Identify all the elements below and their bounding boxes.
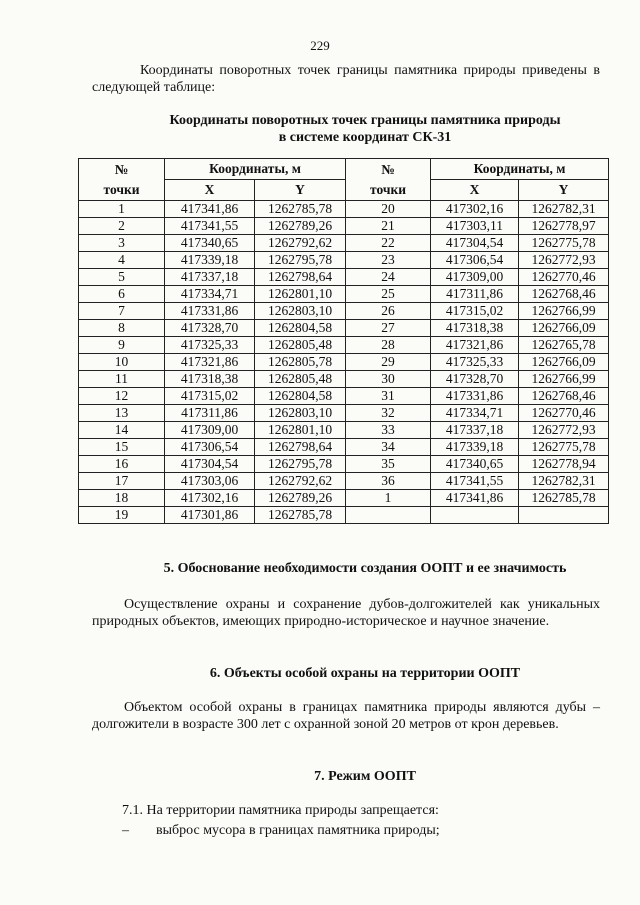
point-number-cell: 1 <box>79 201 165 218</box>
header-y-2: Y <box>519 180 609 201</box>
header-x-2: X <box>431 180 519 201</box>
point-number-2-cell: 27 <box>346 320 431 337</box>
header-num-label: точки <box>103 181 140 197</box>
x-value-cell: 417303,06 <box>165 473 255 490</box>
table-row <box>79 252 609 269</box>
point-number-2-cell: 34 <box>346 439 431 456</box>
table-title: Координаты поворотных точек границы памятника природы <box>169 113 561 128</box>
y-value-cell: 1262801,10 <box>255 286 346 303</box>
table-row <box>79 303 609 320</box>
x-value-cell: 417340,65 <box>165 235 255 252</box>
header-coordinates: Координаты, м <box>165 159 346 180</box>
table-row <box>79 439 609 456</box>
y-value-cell: 1262805,78 <box>255 354 346 371</box>
page-number: 229 <box>310 38 330 53</box>
point-number-2-cell: 30 <box>346 371 431 388</box>
x-value-2-cell: 417325,33 <box>431 354 519 371</box>
header-x: X <box>165 180 255 201</box>
x-value-2-cell: 417341,86 <box>431 490 519 507</box>
section-5-title: 5. Обоснование необходимости создания ООПТ и ее значимость <box>163 561 567 576</box>
point-number-2-cell: 20 <box>346 201 431 218</box>
table-row <box>79 320 609 337</box>
y-value-2-cell: 1262775,78 <box>519 439 609 456</box>
section-7-title: 7. Режим ООПТ <box>314 769 416 784</box>
y-value-cell: 1262785,78 <box>255 201 346 218</box>
x-value-2-cell: 417339,18 <box>431 439 519 456</box>
point-number-2-cell: 1 <box>346 490 431 507</box>
point-number-2-cell: 33 <box>346 422 431 439</box>
x-value-cell: 417315,02 <box>165 388 255 405</box>
point-number-cell: 13 <box>79 405 165 422</box>
y-value-2-cell: 1262766,09 <box>519 320 609 337</box>
point-number-cell: 14 <box>79 422 165 439</box>
point-number-2-cell: 31 <box>346 388 431 405</box>
x-value-cell: 417311,86 <box>165 405 255 422</box>
table-row <box>79 490 609 507</box>
point-number-cell: 15 <box>79 439 165 456</box>
y-value-cell: 1262795,78 <box>255 456 346 473</box>
y-value-cell: 1262792,62 <box>255 473 346 490</box>
table-subtitle: в системе координат СК-31 <box>278 130 452 145</box>
table-row <box>79 337 609 354</box>
point-number-cell: 17 <box>79 473 165 490</box>
x-value-cell: 417337,18 <box>165 269 255 286</box>
x-value-2-cell: 417315,02 <box>431 303 519 320</box>
point-number-cell: 9 <box>79 337 165 354</box>
y-value-2-cell: 1262782,31 <box>519 201 609 218</box>
point-number-cell: 18 <box>79 490 165 507</box>
y-value-2-cell: 1262768,46 <box>519 388 609 405</box>
x-value-2-cell: 417341,55 <box>431 473 519 490</box>
y-value-cell: 1262785,78 <box>255 507 346 524</box>
y-value-2-cell: 1262778,97 <box>519 218 609 235</box>
y-value-cell: 1262789,26 <box>255 218 346 235</box>
x-value-2-cell: 417337,18 <box>431 422 519 439</box>
x-value-cell: 417309,00 <box>165 422 255 439</box>
y-value-2-cell: 1262768,46 <box>519 286 609 303</box>
coordinates-table-body <box>79 201 609 524</box>
list-item <box>122 822 602 839</box>
x-value-cell: 417325,33 <box>165 337 255 354</box>
y-value-cell: 1262798,64 <box>255 439 346 456</box>
point-number-cell: 19 <box>79 507 165 524</box>
y-value-2-cell: 1262775,78 <box>519 235 609 252</box>
point-number-2-cell: 23 <box>346 252 431 269</box>
table-row <box>79 456 609 473</box>
point-number-cell: 12 <box>79 388 165 405</box>
point-number-cell: 4 <box>79 252 165 269</box>
y-value-2-cell: 1262770,46 <box>519 269 609 286</box>
x-value-cell: 417341,86 <box>165 201 255 218</box>
table-row <box>79 269 609 286</box>
table-row <box>79 422 609 439</box>
table-row <box>79 201 609 218</box>
x-value-2-cell: 417321,86 <box>431 337 519 354</box>
y-value-2-cell: 1262766,99 <box>519 371 609 388</box>
point-number-2-cell: 36 <box>346 473 431 490</box>
header-point-number-2 <box>346 159 431 201</box>
table-row <box>79 388 609 405</box>
x-value-cell: 417318,38 <box>165 371 255 388</box>
point-number-cell: 10 <box>79 354 165 371</box>
x-value-cell: 417341,55 <box>165 218 255 235</box>
x-value-cell: 417328,70 <box>165 320 255 337</box>
y-value-2-cell: 1262766,09 <box>519 354 609 371</box>
x-value-cell: 417306,54 <box>165 439 255 456</box>
x-value-2-cell: 417340,65 <box>431 456 519 473</box>
y-value-2-cell: 1262766,99 <box>519 303 609 320</box>
point-number-2-cell <box>346 507 431 524</box>
point-number-2-cell: 25 <box>346 286 431 303</box>
y-value-cell: 1262803,10 <box>255 303 346 320</box>
table-row <box>79 235 609 252</box>
point-number-2-cell: 21 <box>346 218 431 235</box>
table-row <box>79 286 609 303</box>
point-number-cell: 16 <box>79 456 165 473</box>
point-number-2-cell: 26 <box>346 303 431 320</box>
y-value-2-cell: 1262785,78 <box>519 490 609 507</box>
y-value-cell: 1262792,62 <box>255 235 346 252</box>
x-value-2-cell: 417304,54 <box>431 235 519 252</box>
y-value-2-cell: 1262772,93 <box>519 422 609 439</box>
point-number-2-cell: 22 <box>346 235 431 252</box>
point-number-cell: 5 <box>79 269 165 286</box>
table-row <box>79 371 609 388</box>
x-value-cell: 417304,54 <box>165 456 255 473</box>
table-row <box>79 473 609 490</box>
x-value-cell: 417302,16 <box>165 490 255 507</box>
y-value-cell: 1262801,10 <box>255 422 346 439</box>
y-value-2-cell: 1262778,94 <box>519 456 609 473</box>
y-value-2-cell: 1262770,46 <box>519 405 609 422</box>
list-item-text: выброс мусора в границах памятника природы; <box>156 823 440 838</box>
point-number-2-cell: 32 <box>346 405 431 422</box>
item-7-1: 7.1. На территории памятника природы запрещается: <box>122 803 439 818</box>
y-value-2-cell: 1262765,78 <box>519 337 609 354</box>
x-value-2-cell: 417306,54 <box>431 252 519 269</box>
point-number-cell: 8 <box>79 320 165 337</box>
x-value-2-cell: 417303,11 <box>431 218 519 235</box>
y-value-cell: 1262805,48 <box>255 337 346 354</box>
x-value-cell: 417321,86 <box>165 354 255 371</box>
point-number-2-cell: 35 <box>346 456 431 473</box>
point-number-cell: 6 <box>79 286 165 303</box>
header-num-symbol: № <box>114 161 129 177</box>
x-value-2-cell: 417334,71 <box>431 405 519 422</box>
header-num-symbol-2: № <box>381 161 395 177</box>
intro-paragraph: Координаты поворотных точек границы памятника природы приведены в следующей таблице: <box>92 63 600 95</box>
point-number-cell: 2 <box>79 218 165 235</box>
table-row <box>79 218 609 235</box>
y-value-cell: 1262805,48 <box>255 371 346 388</box>
table-row <box>79 507 609 524</box>
x-value-2-cell: 417309,00 <box>431 269 519 286</box>
point-number-cell: 11 <box>79 371 165 388</box>
point-number-2-cell: 24 <box>346 269 431 286</box>
section-6-paragraph: Объектом особой охраны в границах памятника природы являются дубы – долгожители в возрасте 300 лет с охранной зоной 20 метров от крон деревьев. <box>92 700 600 732</box>
section-5-paragraph: Осуществление охраны и сохранение дубов-долгожителей как уникальных природных объектов, имеющих природно-историческое и научное значение. <box>92 597 600 629</box>
header-num-label-2: точки <box>370 181 407 197</box>
header-coordinates-2: Координаты, м <box>431 159 609 180</box>
table-row <box>79 354 609 371</box>
y-value-2-cell <box>519 507 609 524</box>
x-value-cell: 417331,86 <box>165 303 255 320</box>
y-value-cell: 1262804,58 <box>255 320 346 337</box>
list-dash: – <box>122 823 129 838</box>
header-y: Y <box>255 180 346 201</box>
x-value-2-cell: 417311,86 <box>431 286 519 303</box>
x-value-2-cell: 417331,86 <box>431 388 519 405</box>
y-value-2-cell: 1262772,93 <box>519 252 609 269</box>
y-value-cell: 1262804,58 <box>255 388 346 405</box>
y-value-cell: 1262789,26 <box>255 490 346 507</box>
point-number-cell: 7 <box>79 303 165 320</box>
point-number-cell: 3 <box>79 235 165 252</box>
table-row <box>79 405 609 422</box>
y-value-cell: 1262798,64 <box>255 269 346 286</box>
x-value-2-cell <box>431 507 519 524</box>
y-value-cell: 1262803,10 <box>255 405 346 422</box>
x-value-2-cell: 417302,16 <box>431 201 519 218</box>
x-value-cell: 417301,86 <box>165 507 255 524</box>
x-value-2-cell: 417318,38 <box>431 320 519 337</box>
x-value-cell: 417339,18 <box>165 252 255 269</box>
header-point-number <box>79 159 165 201</box>
point-number-2-cell: 29 <box>346 354 431 371</box>
y-value-2-cell: 1262782,31 <box>519 473 609 490</box>
x-value-2-cell: 417328,70 <box>431 371 519 388</box>
point-number-2-cell: 28 <box>346 337 431 354</box>
y-value-cell: 1262795,78 <box>255 252 346 269</box>
section-6-title: 6. Объекты особой охраны на территории ООПТ <box>209 666 521 681</box>
coordinates-table <box>78 158 609 524</box>
x-value-cell: 417334,71 <box>165 286 255 303</box>
